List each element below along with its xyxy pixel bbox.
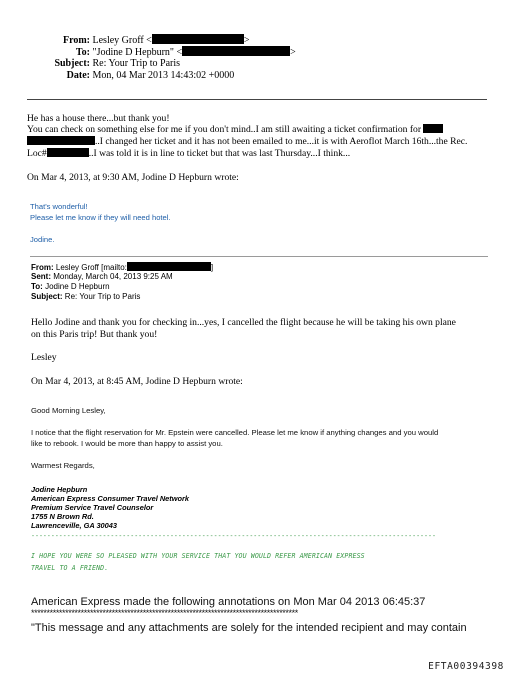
header-to-label: To: <box>75 47 90 58</box>
orig-to-value: Jodine D Hepburn <box>45 282 110 291</box>
header-divider <box>27 99 487 100</box>
reply-quote-intro: On Mar 4, 2013, at 9:30 AM, Jodine D Hepburn wrote: <box>27 172 239 183</box>
header-from-label: From: <box>62 35 90 46</box>
jodine-msg-line-2: like to rebook. I would be more than happy to assist you. <box>31 439 223 448</box>
redaction-block <box>423 124 443 133</box>
orig-subject-label: Subject: <box>31 292 63 301</box>
header-from-value: Lesley Groff < <box>92 35 152 46</box>
redaction-block <box>47 148 89 157</box>
header-subject-label: Subject: <box>54 58 90 69</box>
orig-subject-value: Re: Your Trip to Paris <box>64 292 141 301</box>
annotation-stars: ************************************************************************************** <box>31 608 298 618</box>
jodine-msg-line-1: I notice that the flight reservation for Mr. Epstein were cancelled. Please let me know if anything changes and you would <box>31 428 439 437</box>
orig-subject <box>31 292 140 302</box>
redaction-block <box>182 46 290 56</box>
header-date-value: Mon, 04 Mar 2013 14:43:02 +0000 <box>92 70 235 81</box>
jodine-msg-closing: Warmest Regards, <box>31 461 95 470</box>
reply-line-4 <box>27 148 350 159</box>
orig-sent <box>31 272 173 282</box>
redaction-block <box>27 136 95 145</box>
sig-name: Jodine Hepburn <box>31 485 88 494</box>
redaction-block <box>127 262 214 272</box>
lesley-msg-signoff: Lesley <box>31 352 57 363</box>
header-subject <box>40 58 180 70</box>
header-to-close: > <box>290 47 296 58</box>
reply-line-2 <box>27 124 443 135</box>
header-date <box>40 70 234 82</box>
redaction-block <box>152 34 244 44</box>
header-date-label: Date: <box>66 70 90 81</box>
orig-from <box>31 262 213 273</box>
orig-to-label: To: <box>31 282 43 291</box>
sig-title: Premium Service Travel Counselor <box>31 503 154 512</box>
sig-street: 1755 N Brown Rd. <box>31 512 94 521</box>
header-from-close: > <box>243 35 250 46</box>
reply-line-4-prefix: Loc# <box>27 148 47 159</box>
orig-sent-value: Monday, March 04, 2013 9:25 AM <box>53 272 173 281</box>
reply-line-3-text: ..I changed her ticket and it has not been emailed to me...it is with Aeroflot March 16th...the Rec. <box>95 136 468 147</box>
document-id: EFTA00394398 <box>428 661 504 672</box>
reply-line-2-text: You can check on something else for me if you don't mind..I am still awaiting a ticket confirmation for <box>27 124 422 135</box>
sig-dashes: ------------------------------------------------------------------------------------------------------ <box>31 532 436 540</box>
orig-from-value: Lesley Groff [mailto: <box>55 263 127 272</box>
orig-from-label: From: <box>31 263 54 272</box>
lesley-msg-line-2: on this Paris trip! But thank you! <box>31 329 158 340</box>
jodine-msg-greeting: Good Morning Lesley, <box>31 406 106 415</box>
orig-sent-label: Sent: <box>31 272 51 281</box>
reply-line-1: He has a house there...but thank you! <box>27 113 170 124</box>
orig-to <box>31 282 110 292</box>
sig-slogan-1: I HOPE YOU WERE SO PLEASED WITH YOUR SERVICE THAT YOU WOULD REFER AMERICAN EXPRESS <box>31 552 365 560</box>
lesley-msg-line-1: Hello Jodine and thank you for checking in...yes, I cancelled the flight because he will be taking his own plane <box>31 317 456 328</box>
sig-city: Lawrenceville, GA 30043 <box>31 521 117 530</box>
sig-company: American Express Consumer Travel Network <box>31 494 190 503</box>
reply-line-3 <box>27 136 467 147</box>
quote-divider <box>30 256 488 257</box>
jodine-reply-signoff: Jodine. <box>30 235 55 244</box>
jodine-reply-line-2: Please let me know if they will need hotel. <box>30 213 171 222</box>
header-to-value: "Jodine D Hepburn" < <box>92 47 183 58</box>
annotation-line-2: "This message and any attachments are solely for the intended recipient and may contain <box>31 622 467 634</box>
sig-slogan-2: TRAVEL TO A FRIEND. <box>31 564 109 572</box>
orig-from-close: ] <box>210 263 214 272</box>
header-subject-value: Re: Your Trip to Paris <box>92 58 181 69</box>
reply-line-4-text: ..I was told it is in line to ticket but that was last Thursday...I think... <box>88 148 351 159</box>
annotation-line-1: American Express made the following annotations on Mon Mar 04 2013 06:45:37 <box>31 596 426 608</box>
jodine-reply-line-1: That's wonderful! <box>30 202 88 211</box>
lesley-msg-quote-intro: On Mar 4, 2013, at 8:45 AM, Jodine D Hepburn wrote: <box>31 376 243 387</box>
